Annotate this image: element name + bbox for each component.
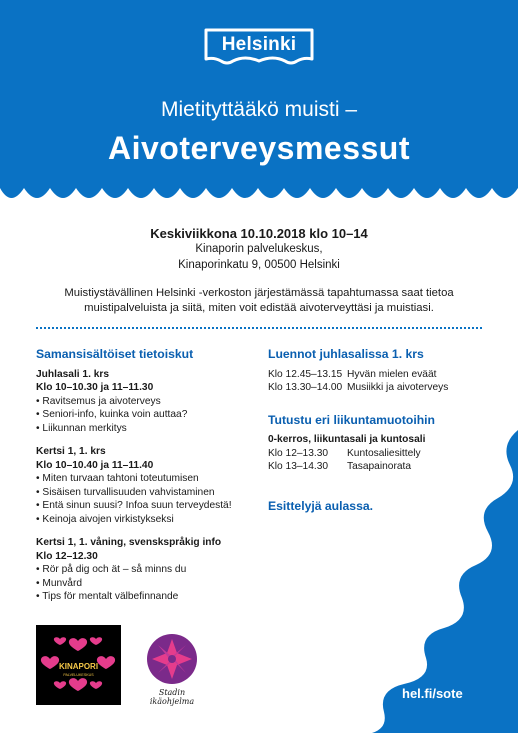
exercise-row <box>268 447 483 461</box>
list-item: • Rör på dig och ät – så minns du <box>36 564 187 575</box>
kinapori-logo-subtext: PALVELUKESKUS <box>63 673 94 677</box>
lobby-heading: Esittelyjä aulassa. <box>268 498 374 513</box>
page-subtitle: Mietityttääkö muisti – <box>160 98 358 121</box>
lecture-topic: Musiikki ja aivoterveys <box>347 382 449 393</box>
exercise-time: Klo 12–13.30 <box>268 447 329 459</box>
left-column <box>36 348 261 614</box>
exercise-topic: Tasapainorata <box>347 461 411 472</box>
block-time: Klo 10–10.30 ja 11–11.30 <box>36 382 154 393</box>
stadin-logo-line: ikäohjelma <box>149 697 195 706</box>
list-item: • Ravitsemus ja aivoterveys <box>36 395 161 407</box>
exercise-row <box>268 460 483 474</box>
info-block <box>36 445 261 526</box>
list-item: • Liikunnan merkitys <box>36 422 127 434</box>
event-address: Kinaporinkatu 9, 00500 Helsinki <box>178 259 340 271</box>
lecture-topic: Hyvän mielen eväät <box>347 368 437 380</box>
lecture-row <box>268 381 483 395</box>
right-column <box>268 348 483 519</box>
block-time: Klo 12–12.30 <box>36 550 98 562</box>
block-place: Juhlasali 1. krs <box>36 368 110 380</box>
block-time: Klo 10–10.40 ja 11–11.40 <box>36 459 154 471</box>
footer-url: hel.fi/sote <box>402 686 463 701</box>
block-place: Kertsi 1, 1. våning, svenskspråkig info <box>36 537 222 548</box>
list-item: • Entä sinun suusi? Infoa suun terveydestä! <box>36 500 232 511</box>
exercise-location: 0-kerros, liikuntasali ja kuntosali <box>268 434 426 445</box>
list-item: • Sisäisen turvallisuuden vahvistaminen <box>36 486 215 498</box>
info-block <box>36 368 261 436</box>
lecture-time: Klo 12.45–13.15 <box>268 368 343 380</box>
stadin-ikaohjelma-logo <box>146 633 198 685</box>
exercise-time: Klo 13–14.30 <box>268 461 329 472</box>
stadin-logo-text <box>140 688 204 706</box>
lecture-time: Klo 13.30–14.00 <box>268 382 343 393</box>
exercise-heading: Tutustu eri liikuntamuotoihin <box>268 412 435 427</box>
intro-line: muistipalveluista ja siitä, miten voit edistää aivoterveyttäsi ja muistiasi. <box>84 302 434 314</box>
list-item: • Keinoja aivojen virkistykseksi <box>36 513 174 525</box>
intro-line: Muistiystävällinen Helsinki -verkoston järjestämässä tapahtumassa saat tietoa <box>64 287 454 299</box>
lectures-heading: Luennot juhlasalissa 1. krs <box>268 347 424 361</box>
left-heading: Samansisältöiset tietoiskut <box>36 347 194 361</box>
kinapori-logo-text: KINAPORI <box>58 662 99 671</box>
lecture-row <box>268 368 483 382</box>
exercise-topic: Kuntosaliesittely <box>347 447 421 459</box>
helsinki-logo: Helsinki <box>221 34 297 55</box>
block-place: Kertsi 1, 1. krs <box>36 446 106 457</box>
kinapori-logo <box>36 625 121 705</box>
event-venue: Kinaporin palvelukeskus, <box>195 243 323 255</box>
page-title: Aivoterveysmessut <box>108 130 410 166</box>
info-block <box>36 536 261 604</box>
list-item: • Miten turvaan tahtoni toteutumisen <box>36 473 199 484</box>
list-item: • Munvård <box>36 577 83 589</box>
list-item: • Tips för mentalt välbefinnande <box>36 591 179 602</box>
event-datetime: Keskiviikkona 10.10.2018 klo 10–14 <box>150 226 368 241</box>
list-item: • Seniori-info, kuinka voin auttaa? <box>36 409 188 420</box>
stadin-logo-line: Stadin <box>158 688 186 697</box>
